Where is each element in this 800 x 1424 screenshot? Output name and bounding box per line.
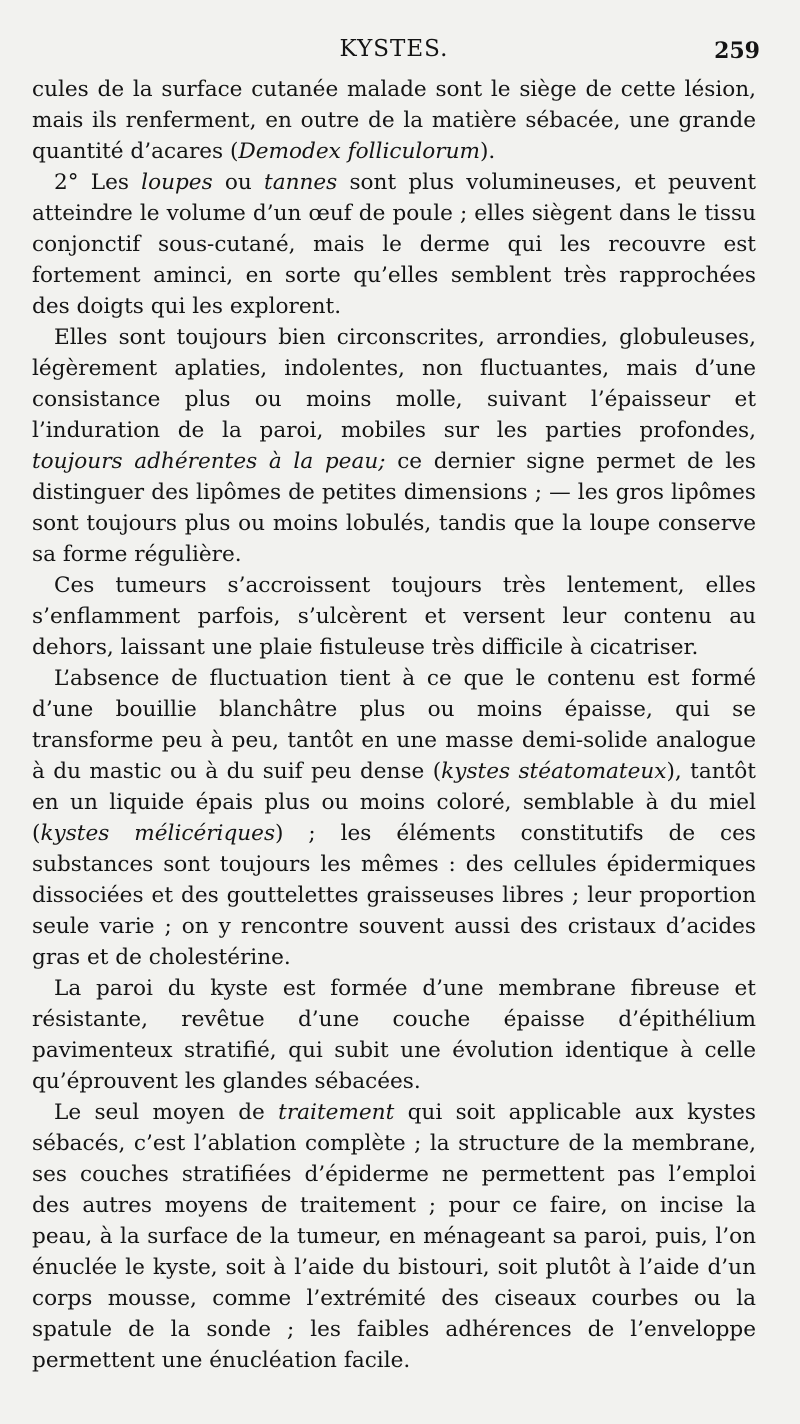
italic-text: Demodex folliculorum <box>238 139 480 164</box>
page-number: 259 <box>714 38 760 64</box>
italic-text: kystes stéatomateux <box>441 759 667 784</box>
running-title: KYSTES. <box>339 36 449 62</box>
paragraph <box>32 167 756 322</box>
paragraph <box>32 663 756 973</box>
text-run: L’absence de fluctuation tient à ce que le contenu est formé d’une bouillie blanchâtre plus ou moins épaisse, qui se transforme peu à peu, tantôt en une masse demi-solide analogue à du mastic ou à du suif peu dense ( <box>32 666 756 784</box>
paragraph <box>32 1097 756 1376</box>
paragraph <box>32 322 756 570</box>
paragraph <box>32 74 756 167</box>
text-run: ). <box>479 139 496 164</box>
text-run: 2° Les <box>54 170 142 195</box>
text-run: sont plus volumineuses, et peuvent atteindre le volume d’un œuf de poule ; elles siègent dans le tissu conjonctif sous-cutané, mais le derme qui les recouvre est fortement aminci, en sorte qu’elles semblent très rapprochées des doigts qui les explorent. <box>32 170 757 319</box>
italic-text: tannes <box>264 170 338 195</box>
italic-text: toujours adhérentes à la peau; <box>32 449 386 474</box>
paragraph <box>32 570 756 663</box>
text-run: ce dernier signe permet de les distinguer des lipômes de petites dimensions ; — les gros lipômes sont toujours plus ou moins lobulés, tandis que la loupe conserve sa forme régulière. <box>32 449 756 567</box>
text-run: Elles sont toujours bien circonscrites, arrondies, globuleuses, légèrement aplaties, indolentes, non fluctuantes, mais d’une consistance plus ou moins molle, suivant l’épaisseur et l’induration de la paroi, mobiles sur les parties profondes, <box>32 325 756 443</box>
body-text <box>32 74 756 1376</box>
text-run: La paroi du kyste est formée d’une membrane fibreuse et résistante, revêtue d’une couche épaisse d’épithélium pavimenteux stratifié, qui subit une évolution identique à celle qu’éprouvent les glandes sébacées. <box>32 976 756 1094</box>
text-run: ) ; les éléments constitutifs de ces substances sont toujours les mêmes : des cellules épidermiques dissociées et des gouttelettes graisseuses libres ; leur proportion seule varie ; on y rencontre souvent aussi des cristaux d’acides gras et de cholestérine. <box>32 821 756 970</box>
italic-text: kystes mélicériques <box>40 821 276 846</box>
text-run: ou <box>212 170 265 195</box>
text-run: cules de la surface cutanée malade sont le siège de cette lésion, mais ils renferment, en outre de la matière sébacée, une grande quantité d’acares ( <box>32 77 756 164</box>
text-run: Ces tumeurs s’accroissent toujours très lentement, elles s’enflamment parfois, s’ulcèrent et versent leur contenu au dehors, laissant une plaie fistuleuse très difficile à cicatriser. <box>32 573 756 660</box>
italic-text: loupes <box>141 170 213 195</box>
text-run: ), tantôt en un liquide épais plus ou moins coloré, semblable à du miel ( <box>32 759 756 846</box>
text-run: qui soit applicable aux kystes sébacés, c’est l’ablation complète ; la structure de la membrane, ses couches stratifiées d’épiderme ne permettent pas l’emploi des autres moyens de traitement ; pour ce faire, on incise la peau, à la surface de la tumeur, en ménageant sa paroi, puis, l’on énuclée le kyste, soit à l’aide du bistouri, soit plutôt à l’aide d’un corps mousse, comme l’extrémité des ciseaux courbes ou la spatule de la sonde ; les faibles adhérences de l’enveloppe permettent une énucléation facile. <box>32 1100 756 1373</box>
page-header <box>32 26 760 74</box>
text-run: Le seul moyen de <box>54 1100 279 1125</box>
italic-text: traitement <box>278 1100 395 1125</box>
paragraph <box>32 973 756 1097</box>
